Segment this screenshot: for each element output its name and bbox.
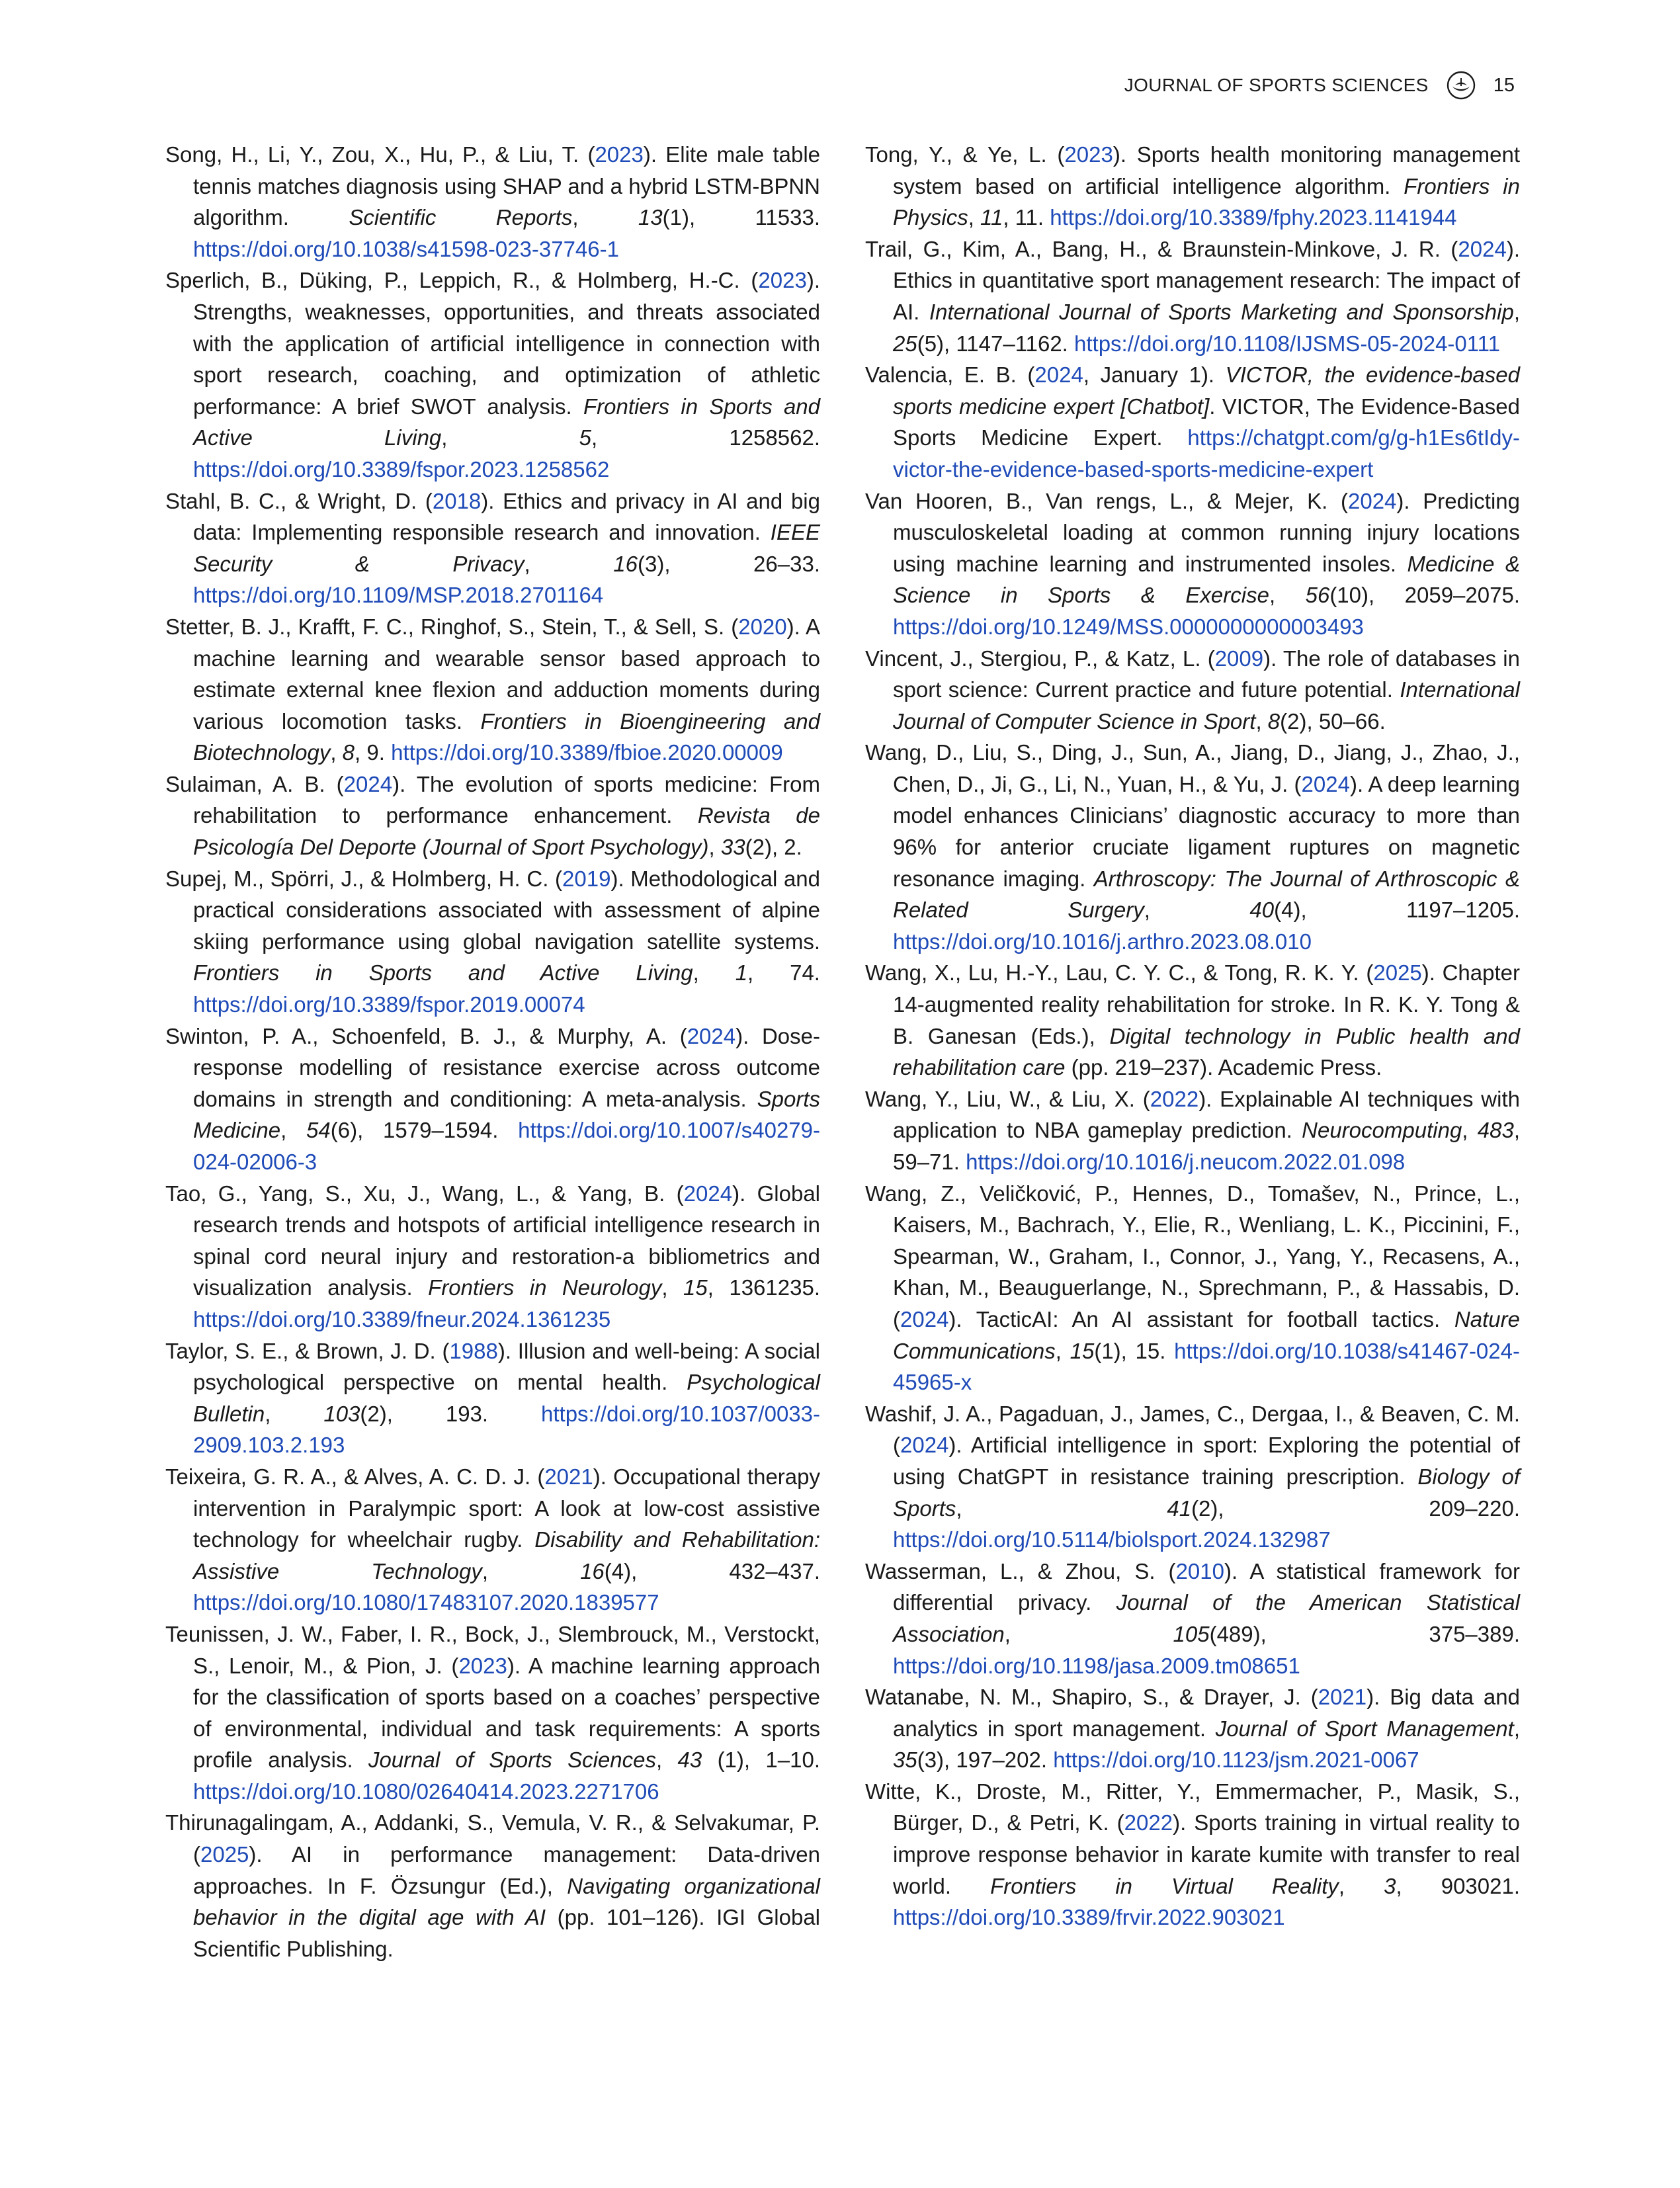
reference-text: (1), 11533. <box>662 205 821 230</box>
reference-text: , <box>280 1118 307 1143</box>
journal-name: JOURNAL OF SPORTS SCIENCES <box>1124 75 1429 95</box>
reference-text: , January 1). <box>1083 362 1226 388</box>
reference-source-italic: Revista de Psicología Del Deporte (Journal of Sport Psychology) <box>193 803 820 860</box>
reference-link[interactable]: 2024 <box>687 1023 736 1048</box>
reference-text: ). Sports training in virtual reality to improve response behavior in karate kumite with transfer to real world. <box>893 1810 1520 1898</box>
running-header <box>1124 69 1515 102</box>
reference-text: (4), 432–437. <box>604 1558 820 1583</box>
reference-entry <box>165 265 820 485</box>
reference-source-italic: Neurocomputing <box>1302 1118 1462 1143</box>
reference-entry <box>165 863 820 1021</box>
reference-text: (6), 1579–1594. <box>330 1118 519 1143</box>
reference-text: ). Strengths, weaknesses, opportunities, and threats associated with the application of artificial intelligence in connection with sport research, coaching, and optimization of athletic performance: A brief SWOT analysis. <box>193 268 820 419</box>
reference-text: (pp. 219–237). Academic Press. <box>1065 1055 1382 1080</box>
reference-text: , <box>482 1558 581 1583</box>
reference-link[interactable]: https://doi.org/10.1198/jasa.2009.tm08651 <box>893 1653 1300 1678</box>
reference-text: (2), 50–66. <box>1280 708 1386 734</box>
reference-link[interactable]: https://doi.org/10.1080/17483107.2020.1839577 <box>193 1590 659 1615</box>
reference-text: ). AI in performance management: Data-driven approaches. In F. Özsungur (Ed.), <box>193 1842 820 1898</box>
reference-text: , <box>1255 708 1268 734</box>
reference-entry <box>865 359 1520 485</box>
reference-entry <box>865 1398 1520 1556</box>
reference-source-italic: 35 <box>893 1747 917 1773</box>
reference-source-italic: Biology of Sports <box>893 1464 1520 1521</box>
reference-text: Taylor, S. E., & Brown, J. D. ( <box>165 1338 450 1363</box>
reference-text: ). Predicting musculoskeletal loading at common running injury locations using machine learning and instrumented insoles. <box>893 488 1521 576</box>
reference-link[interactable]: 2024 <box>1034 362 1083 388</box>
reference-link[interactable]: 2022 <box>1124 1810 1173 1835</box>
reference-source-italic: 33 <box>720 835 745 860</box>
reference-source-italic: Journal of Sports Sciences <box>368 1747 656 1773</box>
reference-entry <box>865 1776 1520 1933</box>
reference-entry <box>165 1021 820 1178</box>
taylor-francis-logo-icon <box>1446 70 1476 101</box>
reference-text: Wang, D., Liu, S., Ding, J., Sun, A., Jiang, D., Jiang, J., Zhao, J., Chen, D., Ji, G., Li, N., Yuan, H., & Yu, J. ( <box>865 740 1520 796</box>
reference-text: Swinton, P. A., Schoenfeld, B. J., & Murphy, A. ( <box>165 1023 687 1048</box>
reference-text: ). Methodological and practical considerations associated with assessment of alpine skiing performance using global navigation satellite systems. <box>193 866 821 954</box>
reference-entry <box>865 1178 1520 1398</box>
reference-link[interactable]: https://doi.org/10.5114/biolsport.2024.132987 <box>893 1527 1331 1552</box>
reference-link[interactable]: 2009 <box>1214 646 1264 671</box>
reference-text: ). Artificial intelligence in sport: Exploring the potential of using ChatGPT in resistance training prescription. <box>893 1433 1520 1489</box>
reference-text: (3), 26–33. <box>637 551 820 576</box>
reference-text: (1), 15. <box>1094 1338 1175 1363</box>
reference-text: (pp. 101–126). IGI Global Scientific Publishing. <box>193 1905 820 1961</box>
reference-source-italic: 41 <box>1167 1495 1192 1521</box>
reference-text: , <box>1269 583 1306 608</box>
reference-source-italic: 25 <box>893 331 917 356</box>
reference-text: Watanabe, N. M., Shapiro, S., & Drayer, J. ( <box>865 1685 1318 1710</box>
reference-text: ). The role of databases in sport science: Current practice and future potential. <box>893 646 1520 702</box>
reference-text: Wang, Z., Veličković, P., Hennes, D., Tomašev, N., Prince, L., Kaisers, M., Bachrach, Y., Elie, R., Wenliang, L. K., Piccinini, F., Spearman, W., Graham, I., Connor, J., Yang, Y., Recasens, A., Khan, M., Beauguerlange, N., Sprechmann, P., & Hassabis, D. ( <box>865 1181 1520 1331</box>
reference-entry <box>165 769 820 863</box>
reference-entry <box>865 485 1520 643</box>
reference-text: ). Occupational therapy intervention in Paralympic sport: A look at low-cost assistive technology for wheelchair rugby. <box>193 1464 820 1552</box>
reference-text: , <box>661 1275 683 1300</box>
reference-text: ). Ethics in quantitative sport management research: The impact of AI. <box>893 236 1520 324</box>
reference-text: (4), 1197–1205. <box>1274 898 1520 923</box>
reference-text: Teunissen, J. W., Faber, I. R., Bock, J., Slembrouck, M., Verstockt, S., Lenoir, M., & Pion, J. ( <box>165 1621 820 1678</box>
reference-text: (1), 1–10. <box>702 1747 820 1773</box>
reference-source-italic: IEEE Security & Privacy <box>193 520 820 576</box>
reference-text: Sperlich, B., Düking, P., Leppich, R., & Holmberg, H.-C. ( <box>165 268 759 293</box>
reference-text: ). Big data and analytics in sport management. <box>893 1685 1520 1741</box>
reference-text: , <box>1338 1873 1384 1898</box>
reference-text: Washif, J. A., Pagaduan, J., James, C., Dergaa, I., & Beaven, C. M. ( <box>865 1401 1520 1458</box>
reference-text: ). Chapter 14-augmented reality rehabilitation for stroke. In R. K. Y. Tong & B. Ganesan (Eds.), <box>893 960 1520 1048</box>
reference-text: ). The evolution of sports medicine: From rehabilitation to performance enhancement. <box>193 771 821 828</box>
reference-link[interactable]: https://doi.org/10.3389/fphy.2023.1141944 <box>1050 205 1457 230</box>
reference-link[interactable]: 2022 <box>1150 1086 1199 1111</box>
reference-entry <box>865 957 1520 1083</box>
reference-text: Stetter, B. J., Krafft, F. C., Ringhof, S., Stein, T., & Sell, S. ( <box>165 614 739 639</box>
reference-source-italic: 103 <box>323 1401 360 1426</box>
reference-text: Song, H., Li, Y., Zou, X., Hu, P., & Liu, T. ( <box>165 142 595 167</box>
reference-entry <box>865 1083 1520 1178</box>
reference-link[interactable]: https://doi.org/10.3389/fspor.2023.1258562 <box>193 456 610 482</box>
reference-text: Trail, G., Kim, A., Bang, H., & Braunstein-Minkove, J. R. ( <box>865 236 1458 261</box>
reference-source-italic: 8 <box>342 740 355 765</box>
reference-link[interactable]: 2024 <box>343 771 393 796</box>
reference-source-italic: 16 <box>580 1558 605 1583</box>
reference-source-italic: Disability and Rehabilitation: Assistive Technology <box>193 1527 820 1583</box>
reference-text: ). Explainable AI techniques with application to NBA gameplay prediction. <box>893 1086 1520 1143</box>
reference-text: Teixeira, G. R. A., & Alves, A. C. D. J. ( <box>165 1464 545 1489</box>
reference-link[interactable]: 2023 <box>595 142 644 167</box>
reference-source-italic: 483 <box>1477 1118 1514 1143</box>
reference-link[interactable]: 2023 <box>1064 142 1113 167</box>
reference-link[interactable]: 2021 <box>1318 1685 1367 1710</box>
reference-source-italic: 15 <box>1070 1338 1095 1363</box>
reference-text: Sulaiman, A. B. ( <box>165 771 344 796</box>
reference-text: ). TacticAI: An AI assistant for football tactics. <box>948 1306 1454 1331</box>
reference-text: ). Dose-response modelling of resistance exercise across outcome domains in strength and conditioning: A meta-analysis. <box>193 1023 821 1111</box>
reference-link[interactable]: 1988 <box>449 1338 498 1363</box>
reference-text: Valencia, E. B. ( <box>865 362 1035 388</box>
reference-entry <box>865 1556 1520 1681</box>
reference-text: , <box>1513 1716 1520 1741</box>
reference-entry <box>165 1335 820 1461</box>
reference-link[interactable]: https://doi.org/10.1038/s41467-024-45965-x <box>893 1338 1520 1395</box>
reference-link[interactable]: 2025 <box>1373 960 1422 986</box>
reference-link[interactable]: 2023 <box>458 1653 507 1678</box>
reference-source-italic: Journal of Sport Management <box>1215 1716 1514 1741</box>
reference-text: , <box>1144 898 1250 923</box>
reference-link[interactable]: https://doi.org/10.1007/s40279-024-02006-3 <box>193 1118 820 1174</box>
reference-source-italic: Nature Communications <box>893 1306 1520 1363</box>
reference-link[interactable]: 2025 <box>200 1842 249 1867</box>
reference-entry <box>165 485 820 611</box>
reference-text: ). Elite male table tennis matches diagnosis using SHAP and a hybrid LSTM-BPNN algorithm. <box>193 142 820 230</box>
reference-entry <box>165 1461 820 1619</box>
reference-source-italic: Frontiers in Sports and Active Living <box>193 960 693 986</box>
reference-text: Wang, Y., Liu, W., & Liu, X. ( <box>865 1086 1150 1111</box>
reference-link[interactable]: https://doi.org/10.1249/MSS.0000000000003493 <box>893 614 1364 639</box>
reference-link[interactable]: https://doi.org/10.1038/s41598-023-37746-1 <box>193 236 619 261</box>
reference-text: , 1361235. <box>707 1275 820 1300</box>
reference-source-italic: Sports Medicine <box>193 1086 820 1143</box>
references-column-right <box>865 139 1520 1933</box>
reference-text: , <box>441 425 579 450</box>
reference-text: , <box>572 205 638 230</box>
reference-entry <box>165 139 820 265</box>
reference-text: , <box>1004 1621 1173 1646</box>
reference-source-italic: Frontiers in Bioengineering and Biotechnology <box>193 708 820 765</box>
reference-link[interactable]: https://doi.org/10.3389/frvir.2022.903021 <box>893 1905 1285 1930</box>
reference-text: , <box>1462 1118 1478 1143</box>
reference-link[interactable]: https://doi.org/10.1109/MSP.2018.2701164 <box>193 583 604 608</box>
reference-text: , 903021. <box>1396 1873 1521 1898</box>
reference-link[interactable]: https://doi.org/10.1016/j.neucom.2022.01.098 <box>966 1150 1406 1174</box>
reference-text: , 59–71. <box>893 1118 1520 1174</box>
reference-link[interactable]: 2024 <box>1301 771 1350 796</box>
reference-text: (3), 197–202. <box>917 1747 1054 1773</box>
reference-text: Vincent, J., Stergiou, P., & Katz, L. ( <box>865 646 1215 671</box>
reference-source-italic: Scientific Reports <box>349 205 573 230</box>
reference-text: , <box>693 960 735 986</box>
reference-link[interactable]: https://doi.org/10.3389/fneur.2024.1361235 <box>193 1306 611 1331</box>
reference-link[interactable]: 2024 <box>900 1306 949 1331</box>
reference-source-italic: Frontiers in Physics <box>893 173 1520 230</box>
reference-link[interactable]: 2024 <box>900 1433 949 1458</box>
reference-entry <box>165 1807 820 1964</box>
reference-text: ). Global research trends and hotspots of artificial intelligence research in spinal cord neural injury and restoration-a bibliometrics and visualization analysis. <box>193 1181 821 1300</box>
reference-source-italic: 40 <box>1249 898 1275 923</box>
reference-source-italic: Digital technology in Public health and rehabilitation care <box>893 1023 1520 1080</box>
reference-link[interactable]: 2021 <box>544 1464 593 1489</box>
reference-text: Supej, M., Spörri, J., & Holmberg, H. C. ( <box>165 866 563 891</box>
reference-source-italic: 1 <box>735 960 748 986</box>
reference-link[interactable]: 2024 <box>1458 236 1507 261</box>
reference-text: ). A machine learning approach for the classification of sports based on a coaches’ perspective of environmental, individual and task requirements: A sports profile analysis. <box>193 1653 820 1773</box>
reference-text: (2), 209–220. <box>1191 1495 1520 1521</box>
reference-text: , <box>524 551 614 576</box>
reference-entry <box>865 1681 1520 1776</box>
reference-link[interactable]: https://doi.org/10.1123/jsm.2021-0067 <box>1053 1747 1419 1773</box>
reference-text: , 74. <box>747 960 820 986</box>
reference-link[interactable]: 2020 <box>738 614 787 639</box>
reference-text: Tong, Y., & Ye, L. ( <box>865 142 1065 167</box>
reference-text: ). Sports health monitoring management system based on artificial intelligence algorithm. <box>893 142 1520 198</box>
reference-link[interactable]: https://doi.org/10.3389/fspor.2019.00074 <box>193 992 585 1017</box>
reference-link[interactable]: 2024 <box>683 1181 733 1206</box>
reference-source-italic: 13 <box>638 205 663 230</box>
reference-link[interactable]: 2019 <box>562 866 611 891</box>
reference-source-italic: Navigating organizational behavior in the digital age with AI <box>193 1873 820 1930</box>
reference-source-italic: 43 <box>677 1747 702 1773</box>
reference-text: , <box>265 1401 324 1426</box>
reference-entry <box>165 611 820 769</box>
reference-link[interactable]: https://doi.org/10.1080/02640414.2023.2271706 <box>193 1779 659 1804</box>
reference-source-italic: International Journal of Computer Science in Sport <box>893 677 1520 734</box>
reference-source-italic: 56 <box>1305 583 1330 608</box>
reference-source-italic: 16 <box>613 551 638 576</box>
reference-source-italic: 15 <box>683 1275 708 1300</box>
reference-entry <box>165 1178 820 1335</box>
reference-source-italic: International Journal of Sports Marketing and Sponsorship <box>929 299 1514 324</box>
reference-entry <box>865 233 1520 359</box>
reference-text: , <box>1513 299 1520 324</box>
reference-entry <box>865 139 1520 233</box>
reference-source-italic: Medicine & Science in Sports & Exercise <box>893 551 1520 608</box>
reference-source-italic: 11 <box>980 205 1003 230</box>
reference-text: Tao, G., Yang, S., Xu, J., Wang, L., & Yang, B. ( <box>165 1181 684 1206</box>
reference-text: Wasserman, L., & Zhou, S. ( <box>865 1558 1176 1583</box>
reference-link[interactable]: 2010 <box>1175 1558 1224 1583</box>
reference-text: , <box>708 835 721 860</box>
reference-entry <box>865 737 1520 957</box>
references-column-left <box>165 139 820 1964</box>
reference-text: ). Ethics and privacy in AI and big data: Implementing responsible research and innovation. <box>193 488 820 545</box>
reference-link[interactable]: 2023 <box>758 268 807 293</box>
reference-link[interactable]: https://doi.org/10.1108/IJSMS-05-2024-0111 <box>1074 331 1500 356</box>
reference-text: , <box>968 205 981 230</box>
reference-text: . VICTOR, The Evidence-Based Sports Medicine Expert. <box>893 394 1520 450</box>
reference-link[interactable]: https://chatgpt.com/g/g-h1Es6tIdy-victor-the-evidence-based-sports-medicine-expert <box>893 425 1520 482</box>
reference-text: ). A deep learning model enhances Clinicians’ diagnostic accuracy to more than 96% for anterior cruciate ligament ruptures on magnetic resonance imaging. <box>893 771 1520 891</box>
reference-text: , 11. <box>1003 205 1050 230</box>
reference-source-italic: 3 <box>1384 1873 1396 1898</box>
reference-entry <box>865 643 1520 737</box>
reference-text: Van Hooren, B., Van rengs, L., & Mejer, K. ( <box>865 488 1348 513</box>
reference-text: (489), 375–389. <box>1209 1621 1520 1646</box>
reference-source-italic: 105 <box>1173 1621 1210 1646</box>
reference-link[interactable]: 2024 <box>1347 488 1397 513</box>
reference-link[interactable]: https://doi.org/10.3389/fbioe.2020.00009 <box>391 740 783 765</box>
reference-text: , 1258562. <box>591 425 820 450</box>
reference-source-italic: Psychological Bulletin <box>193 1370 820 1426</box>
reference-text: (2), 193. <box>360 1401 542 1426</box>
reference-text: (2), 2. <box>745 835 802 860</box>
reference-source-italic: 54 <box>306 1118 331 1143</box>
reference-text: , 9. <box>355 740 392 765</box>
reference-text: ). Illusion and well-being: A social psychological perspective on mental health. <box>193 1338 820 1395</box>
reference-entry <box>165 1619 820 1808</box>
reference-source-italic: 5 <box>579 425 591 450</box>
reference-text: ). A statistical framework for differential privacy. <box>893 1558 1521 1615</box>
page-number: 15 <box>1493 74 1515 96</box>
reference-text: , <box>1055 1338 1070 1363</box>
reference-text: (5), 1147–1162. <box>917 331 1075 356</box>
reference-text: , <box>330 740 343 765</box>
reference-source-italic: Frontiers in Virtual Reality <box>990 1873 1339 1898</box>
reference-text: Stahl, B. C., & Wright, D. ( <box>165 488 433 513</box>
reference-text: Wang, X., Lu, H.-Y., Lau, C. Y. C., & Tong, R. K. Y. ( <box>865 960 1374 986</box>
reference-text: Witte, K., Droste, M., Ritter, Y., Emmermacher, P., Masik, S., Bürger, D., & Petri, K. ( <box>865 1779 1520 1835</box>
reference-text: Thirunagalingam, A., Addanki, S., Vemula, V. R., & Selvakumar, P. ( <box>165 1810 820 1867</box>
reference-source-italic: Arthroscopy: The Journal of Arthroscopic & Related Surgery <box>893 866 1520 923</box>
reference-text: , <box>956 1495 1167 1521</box>
reference-source-italic: Journal of the American Statistical Association <box>893 1590 1520 1646</box>
reference-link[interactable]: https://doi.org/10.1037/0033-2909.103.2.193 <box>193 1401 820 1458</box>
reference-source-italic: VICTOR, the evidence-based sports medicine expert [Chatbot] <box>893 362 1520 419</box>
reference-text: ). A machine learning and wearable sensor based approach to estimate external knee flexion and adduction moments during various locomotion tasks. <box>193 614 820 734</box>
reference-text: (10), 2059–2075. <box>1329 583 1520 608</box>
reference-source-italic: 8 <box>1267 708 1281 734</box>
reference-source-italic: Frontiers in Neurology <box>428 1275 662 1300</box>
reference-link[interactable]: https://doi.org/10.1016/j.arthro.2023.08.010 <box>893 929 1312 954</box>
reference-text: , <box>656 1747 678 1773</box>
reference-source-italic: Frontiers in Sports and Active Living <box>193 394 820 450</box>
reference-link[interactable]: 2018 <box>432 488 482 513</box>
